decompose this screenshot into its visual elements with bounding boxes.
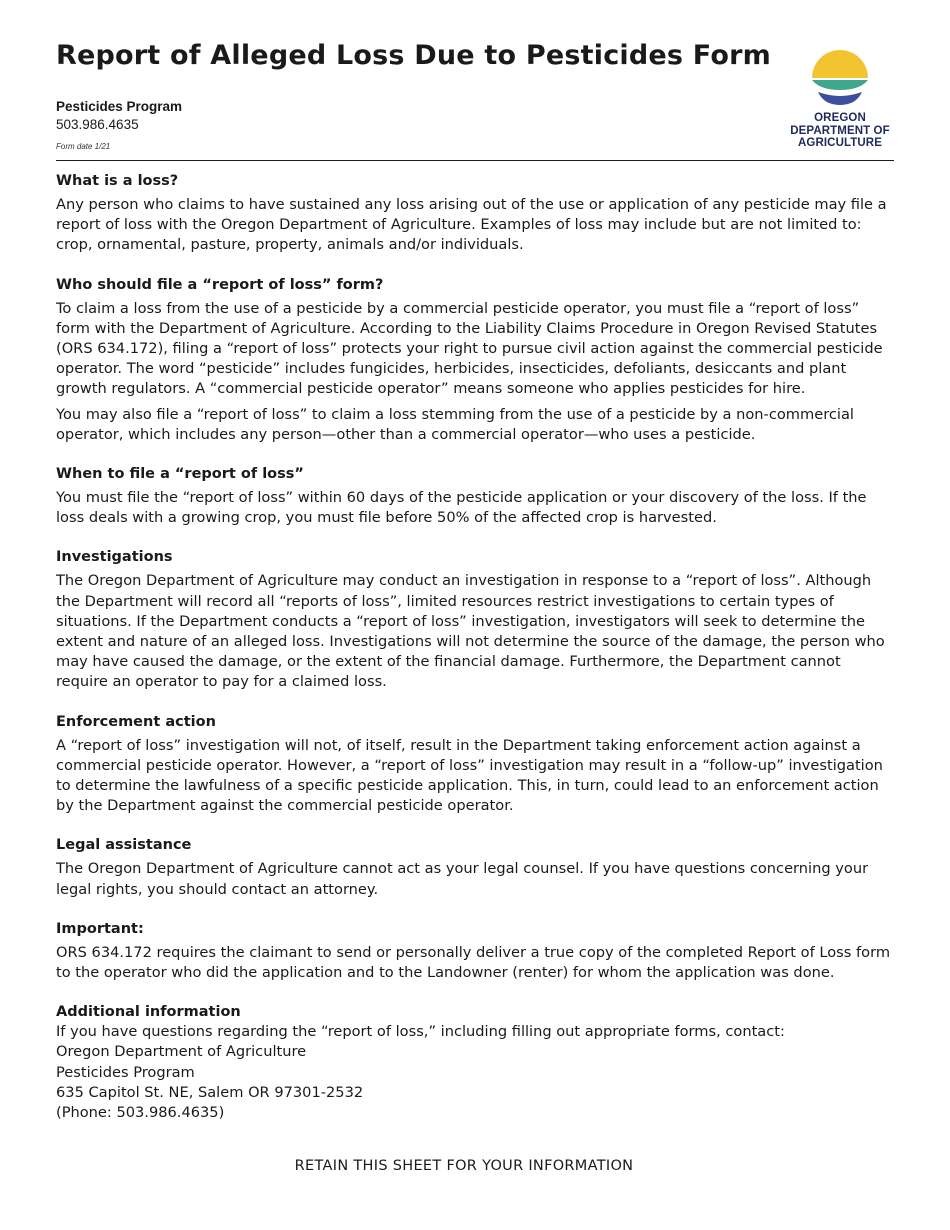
program-name: Pesticides Program bbox=[56, 99, 183, 114]
section-paragraph: Any person who claims to have sustained any loss arising out of the use or application of any pesticide may file a report of loss with the Oregon Department of Agriculture. Examples of loss may include but are not limited to: crop, ornamental, pasture, property, animals and/or individuals. bbox=[56, 196, 887, 254]
logo-line-2: DEPARTMENT OF bbox=[790, 124, 890, 137]
form-date: Form date 1/21 bbox=[56, 142, 111, 151]
section-additional-information bbox=[56, 1002, 894, 1123]
page-title: Report of Alleged Loss Due to Pesticides Form bbox=[56, 40, 771, 71]
section-paragraph: You must file the “report of loss” within 60 days of the pesticide application or your discovery of the loss. If the loss deals with a growing crop, you must file before 50% of the affected crop is harvested. bbox=[56, 489, 867, 527]
logo-green-band bbox=[812, 80, 868, 90]
retain-notice: RETAIN THIS SHEET FOR YOUR INFORMATION bbox=[294, 1158, 634, 1174]
section-paragraph: A “report of loss” investigation will not, of itself, result in the Department taking enforcement action against a commercial pesticide operator. However, a “report of loss” investigation may result in a “follow-up” investigation to determine the lawfulness of a specific pesticide application. This, in turn, could lead to an enforcement action by the Department against the commercial pesticide operator. bbox=[56, 736, 883, 815]
section-heading: Enforcement action bbox=[56, 713, 216, 730]
oda-logo bbox=[782, 50, 898, 150]
logo-line-1: OREGON bbox=[814, 112, 866, 124]
section-heading: Additional information bbox=[56, 1004, 241, 1021]
section-enforcement-action bbox=[56, 712, 894, 817]
section-when-to-file bbox=[56, 464, 894, 528]
section-heading: Investigations bbox=[56, 549, 173, 566]
header-divider bbox=[56, 160, 894, 161]
section-heading: Important: bbox=[56, 920, 144, 937]
contact-intro: If you have questions regarding the “report of loss,” including filling out appropriate forms, contact: bbox=[56, 1023, 785, 1041]
section-who-should-file bbox=[56, 275, 894, 445]
section-legal-assistance bbox=[56, 835, 894, 899]
section-heading: What is a loss? bbox=[56, 173, 179, 189]
section-paragraph: The Oregon Department of Agriculture may conduct an investigation in response to a “report of loss”. Although the Department will record all “reports of loss”, limited resources restrict investigations to certain types of situations. If the Department conducts a “report of loss” investigation, investigators will seek to determine the extent and nature of an alleged loss. Investigations will not determine the source of the damage, the person who may have caused the damage, or the extent of the financial damage. Furthermore, the Department cannot require an operator to pay for a claimed loss. bbox=[56, 572, 885, 691]
program-phone: 503.986.4635 bbox=[56, 117, 139, 132]
section-paragraph: ORS 634.172 requires the claimant to send or personally deliver a true copy of the completed Report of Loss form to the operator who did the application and to the Landowner (renter) for whom the application was done. bbox=[56, 943, 891, 982]
oda-logo-icon bbox=[810, 50, 870, 106]
section-paragraph: You may also file a “report of loss” to claim a loss stemming from the use of a pesticide by a non-commercial operator, which includes any person—other than a commercial operator—who uses a pesticide. bbox=[56, 405, 854, 443]
section-what-is-loss bbox=[56, 171, 894, 256]
logo-blue-band bbox=[818, 92, 862, 105]
contact-program: Pesticides Program bbox=[56, 1063, 195, 1081]
document-body bbox=[56, 171, 894, 1142]
section-paragraph: To claim a loss from the use of a pesticide by a commercial pesticide operator, you must file a “report of loss” form with the Department of Agriculture. According to the Liability Claims Procedure in Oregon Revised Statutes (ORS 634.172), filing a “report of loss” protects your right to pursue civil action against the commercial pesticide operator. The word “pesticide” includes fungicides, herbicides, insecticides, defoliants, desiccants and plant growth regulators. A “commercial pesticide operator” means someone who applies pesticides for hire. bbox=[56, 299, 883, 398]
contact-org: Oregon Department of Agriculture bbox=[56, 1043, 307, 1061]
section-heading: Who should file a “report of loss” form? bbox=[56, 276, 384, 293]
contact-block bbox=[56, 1022, 894, 1123]
contact-address: 635 Capitol St. NE, Salem OR 97301-2532 bbox=[56, 1083, 364, 1101]
section-heading: When to file a “report of loss” bbox=[56, 466, 304, 483]
logo-sun bbox=[812, 50, 868, 78]
section-heading: Legal assistance bbox=[56, 837, 192, 854]
section-paragraph: The Oregon Department of Agriculture cannot act as your legal counsel. If you have questions concerning your legal rights, you should contact an attorney. bbox=[56, 860, 869, 898]
contact-phone: (Phone: 503.986.4635) bbox=[56, 1104, 225, 1122]
section-investigations bbox=[56, 547, 894, 692]
section-important bbox=[56, 919, 894, 983]
logo-text bbox=[782, 112, 898, 150]
logo-line-3: AGRICULTURE bbox=[798, 137, 882, 149]
